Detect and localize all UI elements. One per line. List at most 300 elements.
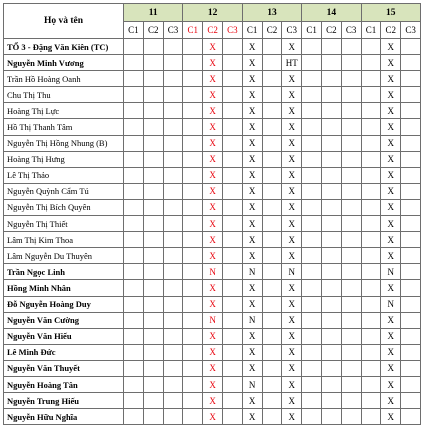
attendance-cell [124, 232, 144, 248]
attendance-cell [143, 71, 163, 87]
attendance-cell [262, 328, 282, 344]
attendance-cell [262, 296, 282, 312]
attendance-cell [302, 151, 322, 167]
attendance-cell [401, 119, 421, 135]
attendance-cell [163, 55, 183, 71]
member-name: Lê Thị Thảo [4, 167, 124, 183]
attendance-cell: X [282, 409, 302, 425]
attendance-cell: X [242, 248, 262, 264]
attendance-cell [124, 360, 144, 376]
attendance-cell: X [203, 167, 223, 183]
attendance-cell [302, 376, 322, 392]
attendance-cell [124, 55, 144, 71]
attendance-cell [124, 296, 144, 312]
member-name: Lê Minh Đức [4, 344, 124, 360]
period-header: C3 [222, 22, 242, 39]
attendance-cell [183, 39, 203, 55]
attendance-cell: X [381, 248, 401, 264]
attendance-cell: X [242, 119, 262, 135]
attendance-cell: X [242, 393, 262, 409]
attendance-cell [262, 393, 282, 409]
attendance-cell: X [282, 119, 302, 135]
attendance-cell [321, 280, 341, 296]
attendance-cell: X [242, 71, 262, 87]
attendance-cell [143, 328, 163, 344]
attendance-cell [361, 167, 381, 183]
table-row [4, 328, 421, 344]
period-header: C1 [302, 22, 322, 39]
attendance-cell [321, 167, 341, 183]
attendance-cell [143, 183, 163, 199]
attendance-cell: X [381, 376, 401, 392]
attendance-cell [183, 296, 203, 312]
attendance-cell [361, 103, 381, 119]
attendance-cell [222, 87, 242, 103]
attendance-cell [401, 55, 421, 71]
table-row [4, 167, 421, 183]
attendance-cell [124, 71, 144, 87]
attendance-cell: X [203, 119, 223, 135]
attendance-cell: X [282, 183, 302, 199]
attendance-cell [321, 264, 341, 280]
attendance-cell [321, 151, 341, 167]
member-name: Hoàng Thị Hưng [4, 151, 124, 167]
attendance-cell [321, 409, 341, 425]
attendance-cell [183, 119, 203, 135]
attendance-cell [222, 280, 242, 296]
table-row [4, 55, 421, 71]
attendance-cell: X [381, 360, 401, 376]
attendance-cell [262, 216, 282, 232]
period-header: C3 [282, 22, 302, 39]
attendance-cell [143, 199, 163, 215]
period-header: C1 [124, 22, 144, 39]
member-name: Trần Ngọc Linh [4, 264, 124, 280]
attendance-cell: X [381, 232, 401, 248]
attendance-cell [163, 167, 183, 183]
attendance-cell: X [242, 151, 262, 167]
attendance-cell [302, 199, 322, 215]
attendance-cell [222, 55, 242, 71]
attendance-cell [143, 393, 163, 409]
attendance-cell [361, 71, 381, 87]
attendance-cell [262, 87, 282, 103]
day-header-11: 11 [124, 4, 183, 22]
attendance-cell [183, 87, 203, 103]
attendance-cell [401, 409, 421, 425]
attendance-cell [183, 55, 203, 71]
attendance-cell [143, 39, 163, 55]
attendance-cell: X [381, 135, 401, 151]
attendance-cell [361, 360, 381, 376]
attendance-cell: X [242, 183, 262, 199]
attendance-cell: X [381, 216, 401, 232]
attendance-cell: X [203, 376, 223, 392]
attendance-cell [163, 248, 183, 264]
attendance-cell [124, 87, 144, 103]
attendance-cell [222, 135, 242, 151]
attendance-cell [222, 328, 242, 344]
attendance-cell [143, 264, 163, 280]
attendance-cell [401, 151, 421, 167]
attendance-cell [124, 376, 144, 392]
attendance-cell [361, 393, 381, 409]
attendance-cell [183, 199, 203, 215]
attendance-cell: X [203, 55, 223, 71]
member-name: Chu Thị Thu [4, 87, 124, 103]
table-row [4, 248, 421, 264]
attendance-cell [321, 216, 341, 232]
attendance-cell: X [282, 344, 302, 360]
attendance-cell [163, 151, 183, 167]
attendance-cell [401, 328, 421, 344]
table-row [4, 103, 421, 119]
attendance-cell: X [381, 151, 401, 167]
attendance-cell: N [203, 312, 223, 328]
attendance-cell: X [381, 393, 401, 409]
attendance-cell [262, 409, 282, 425]
attendance-cell: X [282, 71, 302, 87]
attendance-cell [302, 119, 322, 135]
attendance-cell [124, 39, 144, 55]
attendance-cell: X [282, 199, 302, 215]
day-header-15: 15 [361, 4, 420, 22]
attendance-cell [163, 183, 183, 199]
attendance-cell [401, 39, 421, 55]
attendance-cell: X [282, 103, 302, 119]
attendance-cell [401, 296, 421, 312]
member-name: Nguyễn Thị Hồng Nhung (B) [4, 135, 124, 151]
attendance-cell [341, 55, 361, 71]
table-row [4, 280, 421, 296]
attendance-cell: X [381, 87, 401, 103]
attendance-cell: X [242, 409, 262, 425]
attendance-cell [302, 264, 322, 280]
attendance-cell [143, 232, 163, 248]
period-header: C2 [262, 22, 282, 39]
name-column-header: Họ và tên [4, 4, 124, 39]
attendance-cell [222, 119, 242, 135]
attendance-cell [321, 71, 341, 87]
attendance-cell [262, 151, 282, 167]
attendance-cell: X [203, 248, 223, 264]
attendance-cell: X [242, 103, 262, 119]
attendance-cell [262, 135, 282, 151]
attendance-cell [222, 232, 242, 248]
attendance-cell [321, 183, 341, 199]
attendance-cell: N [242, 376, 262, 392]
attendance-cell [401, 264, 421, 280]
attendance-cell [124, 199, 144, 215]
attendance-cell [222, 312, 242, 328]
attendance-cell: X [381, 103, 401, 119]
attendance-cell [341, 151, 361, 167]
attendance-cell [143, 344, 163, 360]
attendance-cell [163, 119, 183, 135]
attendance-cell [361, 280, 381, 296]
attendance-cell [302, 280, 322, 296]
attendance-cell [143, 151, 163, 167]
attendance-cell [163, 344, 183, 360]
attendance-cell [143, 87, 163, 103]
attendance-cell [361, 199, 381, 215]
attendance-cell [302, 87, 322, 103]
attendance-cell [321, 376, 341, 392]
attendance-cell [262, 183, 282, 199]
attendance-cell [361, 232, 381, 248]
attendance-cell [163, 296, 183, 312]
attendance-cell: X [203, 280, 223, 296]
member-name: Nguyễn Văn Hiếu [4, 328, 124, 344]
attendance-cell [163, 199, 183, 215]
attendance-cell: X [282, 135, 302, 151]
attendance-cell [302, 183, 322, 199]
attendance-cell [222, 344, 242, 360]
attendance-cell [183, 103, 203, 119]
attendance-cell: X [203, 216, 223, 232]
attendance-cell [262, 199, 282, 215]
attendance-cell [143, 216, 163, 232]
attendance-cell: X [203, 360, 223, 376]
attendance-cell [143, 376, 163, 392]
attendance-cell [361, 248, 381, 264]
attendance-cell [401, 103, 421, 119]
attendance-cell [341, 393, 361, 409]
attendance-cell [222, 376, 242, 392]
attendance-cell [163, 232, 183, 248]
attendance-cell [262, 360, 282, 376]
attendance-cell: N [381, 296, 401, 312]
attendance-cell: X [381, 280, 401, 296]
attendance-cell [183, 216, 203, 232]
attendance-cell: X [381, 199, 401, 215]
table-row [4, 87, 421, 103]
attendance-cell [302, 103, 322, 119]
attendance-cell [262, 344, 282, 360]
attendance-cell: X [282, 360, 302, 376]
attendance-cell [321, 360, 341, 376]
attendance-cell: N [242, 312, 262, 328]
attendance-cell [401, 199, 421, 215]
period-header: C1 [361, 22, 381, 39]
attendance-cell [361, 39, 381, 55]
attendance-cell [124, 183, 144, 199]
attendance-cell [302, 312, 322, 328]
attendance-cell: X [282, 87, 302, 103]
attendance-cell [341, 296, 361, 312]
attendance-cell [262, 280, 282, 296]
attendance-cell: X [242, 167, 262, 183]
attendance-cell: X [203, 409, 223, 425]
attendance-cell [143, 360, 163, 376]
attendance-cell [302, 71, 322, 87]
attendance-cell: X [242, 135, 262, 151]
attendance-cell: N [282, 264, 302, 280]
member-name: Nguyễn Trung Hiếu [4, 393, 124, 409]
attendance-cell: X [242, 344, 262, 360]
member-name: Nguyễn Quỳnh Cẩm Tú [4, 183, 124, 199]
attendance-cell: X [381, 119, 401, 135]
attendance-cell [143, 135, 163, 151]
attendance-cell: X [242, 39, 262, 55]
attendance-cell: X [381, 312, 401, 328]
attendance-cell [361, 119, 381, 135]
attendance-cell [183, 409, 203, 425]
attendance-cell [361, 216, 381, 232]
attendance-cell [302, 167, 322, 183]
attendance-cell: X [282, 167, 302, 183]
attendance-cell [222, 151, 242, 167]
attendance-cell [341, 119, 361, 135]
member-name: Hồng Minh Nhân [4, 280, 124, 296]
attendance-cell [222, 409, 242, 425]
attendance-cell [183, 328, 203, 344]
attendance-cell [183, 280, 203, 296]
period-header: C3 [401, 22, 421, 39]
attendance-cell [361, 151, 381, 167]
attendance-cell [262, 312, 282, 328]
attendance-cell: X [282, 232, 302, 248]
member-name: Nguyễn Thị Thiết [4, 216, 124, 232]
member-name: Trần Hồ Hoàng Oanh [4, 71, 124, 87]
member-name: Nguyễn Văn Thuyết [4, 360, 124, 376]
table-row [4, 39, 421, 55]
attendance-cell: X [242, 87, 262, 103]
attendance-cell [163, 312, 183, 328]
attendance-cell [302, 328, 322, 344]
attendance-cell [222, 199, 242, 215]
attendance-cell [302, 344, 322, 360]
attendance-cell: X [203, 71, 223, 87]
attendance-cell: X [242, 360, 262, 376]
attendance-cell [341, 409, 361, 425]
attendance-cell [262, 71, 282, 87]
attendance-cell [163, 87, 183, 103]
attendance-cell [143, 167, 163, 183]
attendance-cell [262, 232, 282, 248]
period-header: C1 [183, 22, 203, 39]
attendance-cell [302, 248, 322, 264]
attendance-cell [341, 87, 361, 103]
attendance-cell [361, 296, 381, 312]
table-row [4, 409, 421, 425]
attendance-cell: X [282, 328, 302, 344]
attendance-cell [401, 360, 421, 376]
attendance-cell: X [203, 183, 223, 199]
attendance-cell [124, 119, 144, 135]
attendance-cell [183, 151, 203, 167]
roster-table [3, 3, 421, 425]
attendance-cell [163, 264, 183, 280]
attendance-cell [341, 103, 361, 119]
attendance-cell [302, 39, 322, 55]
attendance-cell [222, 167, 242, 183]
attendance-cell [262, 119, 282, 135]
table-row [4, 393, 421, 409]
attendance-cell [163, 360, 183, 376]
attendance-cell [143, 103, 163, 119]
attendance-cell [143, 409, 163, 425]
attendance-cell [183, 232, 203, 248]
attendance-cell [401, 216, 421, 232]
attendance-cell: X [282, 376, 302, 392]
attendance-cell [163, 280, 183, 296]
attendance-cell [222, 103, 242, 119]
attendance-cell [361, 87, 381, 103]
attendance-cell [163, 71, 183, 87]
table-row [4, 296, 421, 312]
attendance-cell [321, 328, 341, 344]
attendance-cell [163, 393, 183, 409]
attendance-cell [341, 264, 361, 280]
member-name: Nguyễn Văn Cường [4, 312, 124, 328]
attendance-cell [321, 312, 341, 328]
attendance-cell [143, 248, 163, 264]
attendance-cell [183, 71, 203, 87]
period-header: C3 [341, 22, 361, 39]
attendance-cell [321, 39, 341, 55]
attendance-cell: X [203, 87, 223, 103]
attendance-cell: X [282, 151, 302, 167]
attendance-cell: X [381, 409, 401, 425]
attendance-cell [321, 296, 341, 312]
period-header: C1 [242, 22, 262, 39]
attendance-cell [222, 393, 242, 409]
attendance-cell [143, 312, 163, 328]
attendance-cell: X [381, 55, 401, 71]
attendance-cell [341, 328, 361, 344]
table-row [4, 360, 421, 376]
attendance-cell: X [242, 199, 262, 215]
table-row [4, 312, 421, 328]
attendance-cell: X [282, 248, 302, 264]
attendance-cell: X [381, 39, 401, 55]
attendance-cell [302, 360, 322, 376]
attendance-cell [401, 232, 421, 248]
attendance-cell: X [242, 216, 262, 232]
attendance-cell [341, 135, 361, 151]
attendance-cell [341, 199, 361, 215]
attendance-cell: X [381, 328, 401, 344]
member-name: Nguyễn Minh Vương [4, 55, 124, 71]
attendance-cell [401, 87, 421, 103]
attendance-cell [341, 39, 361, 55]
attendance-cell [401, 71, 421, 87]
attendance-cell [183, 344, 203, 360]
attendance-cell [401, 312, 421, 328]
day-header-14: 14 [302, 4, 361, 22]
attendance-cell: X [381, 167, 401, 183]
attendance-cell [222, 183, 242, 199]
attendance-cell [341, 376, 361, 392]
member-name: Lâm Nguyễn Du Thuyên [4, 248, 124, 264]
period-header: C2 [321, 22, 341, 39]
attendance-cell [262, 167, 282, 183]
attendance-cell: X [203, 344, 223, 360]
attendance-cell [163, 328, 183, 344]
attendance-cell [124, 344, 144, 360]
attendance-cell: X [203, 199, 223, 215]
attendance-cell [124, 151, 144, 167]
attendance-cell [262, 376, 282, 392]
attendance-cell: X [203, 296, 223, 312]
attendance-cell: X [282, 280, 302, 296]
table-row [4, 119, 421, 135]
attendance-cell: X [203, 151, 223, 167]
attendance-cell [143, 280, 163, 296]
attendance-cell: X [242, 55, 262, 71]
attendance-cell [361, 409, 381, 425]
